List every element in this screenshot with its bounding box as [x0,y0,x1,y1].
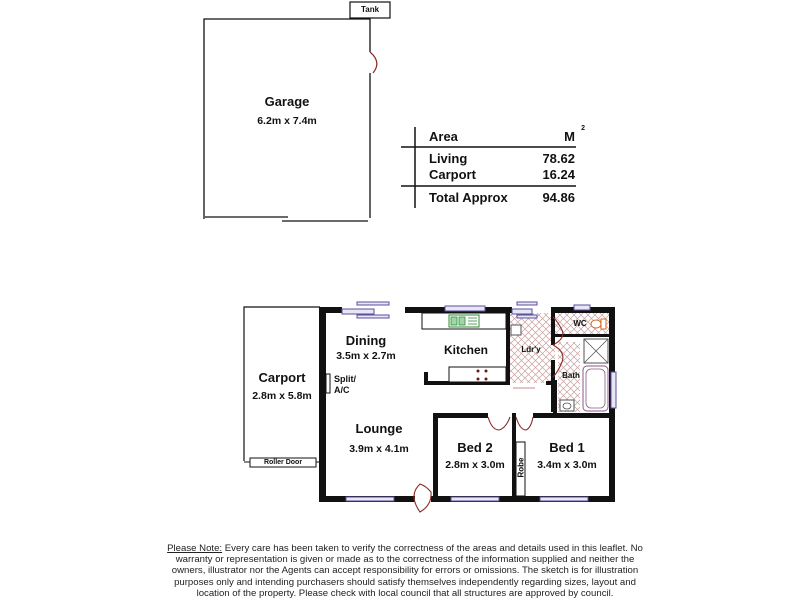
disclaimer-heading: Please Note: [167,543,223,554]
area-row-carport: Carport 16.24 [429,167,575,182]
garage-name: Garage [264,94,310,109]
dining-dims: 3.5m x 2.7m [336,350,396,362]
bathtub-icon [583,366,608,411]
kitchen-name: Kitchen [443,343,488,357]
carport-name: Carport [258,370,306,385]
laundry-trough-icon [511,325,521,335]
garage-dims: 6.2m x 7.4m [257,115,317,127]
bed1-dims: 3.4m x 3.0m [537,459,597,471]
laundry-name: Ldr'y [521,345,541,354]
bed2-name: Bed 2 [457,440,493,455]
bed2-dims: 2.8m x 3.0m [445,459,505,471]
garage-side-door-icon [370,52,377,73]
robe-label: Robe [516,457,526,478]
toilet-icon [591,319,606,329]
lounge-name: Lounge [355,421,403,436]
bath-name: Bath [562,371,580,380]
garage-building [204,2,390,221]
area-header-unit: M 2 [564,125,585,144]
area-header-label: Area [429,129,458,144]
unit-superscript: 2 [581,125,585,132]
front-door-icon [414,484,431,512]
area-row-living: Living 78.62 [429,151,575,166]
disclaimer [165,543,645,599]
carport-dims: 2.8m x 5.8m [252,390,312,402]
area-row-total: Total Approx 94.86 [429,190,575,205]
tank-label: Tank [360,5,380,14]
carport-outline [244,307,322,467]
wc-name: WC [573,319,587,328]
disclaimer-text: Every care has been taken to verify the correctness of the areas and details used in this leaflet. No warranty or representation is given or made as to the correctness of the information supplied and neither the owners, illustrator nor the Agents can accept responsibility for errors or omissions. The sketch is for illustration purposes only and intending purchasers should satisfy themselves independently regarding sizes, layout and location of the property. Please check with local council that all structures are approved by council. [171,543,643,599]
bed1-name: Bed 1 [549,440,585,455]
roller-door-label: Roller Door [263,459,303,466]
split-ac-label: Split/ A/C [334,374,356,395]
dining-name: Dining [345,333,387,348]
lounge-dims: 3.9m x 4.1m [349,443,409,455]
split-ac-unit [326,374,330,393]
